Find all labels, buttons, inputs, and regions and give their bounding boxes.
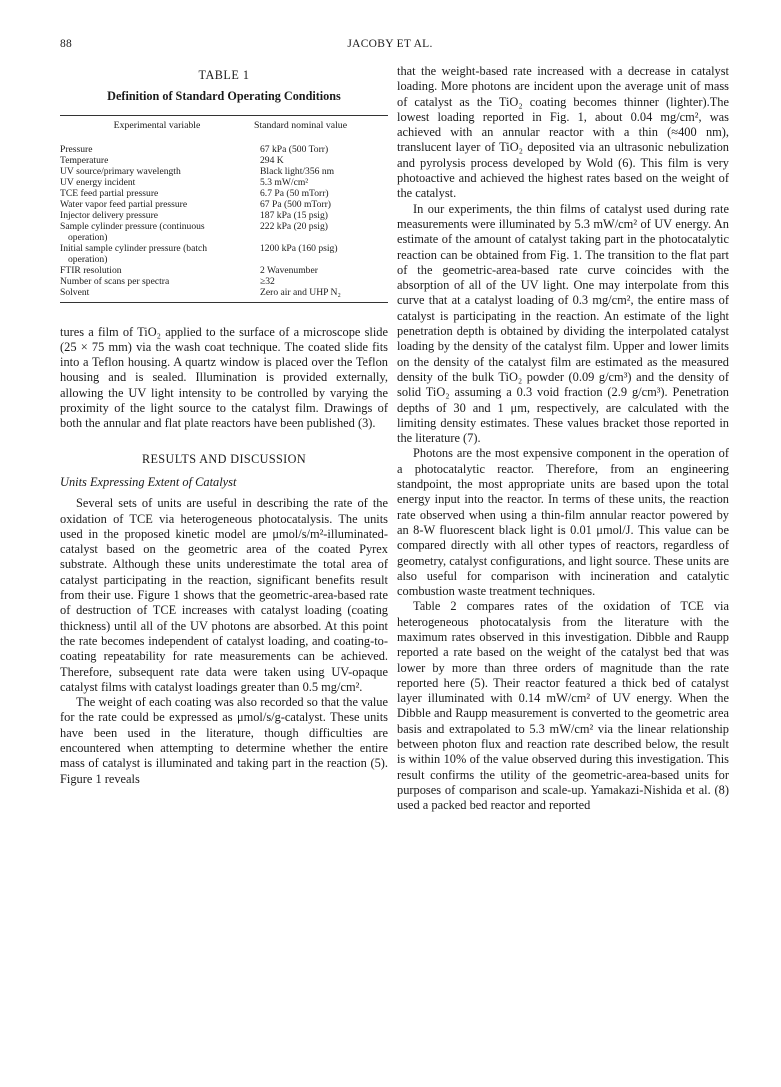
variable-text: Sample cylinder pressure (continuous: [60, 220, 205, 232]
cell-value: ≥32: [260, 275, 275, 287]
variable-text: UV source/primary wavelength: [60, 165, 181, 177]
variable-text: Temperature: [60, 154, 109, 166]
cell-variable: [60, 221, 254, 243]
table-row: [60, 276, 388, 287]
cell-value: 187 kPa (15 psig): [260, 209, 328, 221]
table-bottom-rule: [60, 302, 388, 303]
page-number: 88: [60, 38, 73, 50]
col-header-variable: Experimental variable: [113, 119, 201, 131]
right-para-2: Photons are the most expensive component in the operation of a photocatalytic reactor. Therefore, from an engineering standpoint, the most appropriate units are based upon the total energy input into the reactor. In terms of these units, the reaction rate observed when using a thin-film annular reactor powered by an 8-W fluorescent black light is 0.01 μmol/J. This value can be compared directly with all other types of reactors, regardless of geometry, catalyst configurations, and light source. These units are also useful for comparison with incineration and catalytic combustion waste treatment techniques.: [397, 446, 729, 599]
table-caption: Definition of Standard Operating Conditions: [107, 89, 341, 104]
cell-variable: [60, 188, 254, 199]
cell-value: Zero air and UHP N₂: [260, 286, 341, 298]
standard-conditions-table: [60, 116, 388, 298]
cell-variable: [60, 210, 254, 221]
cell-variable: [60, 134, 254, 155]
table-row: [60, 265, 388, 276]
variable-text: Solvent: [60, 286, 90, 298]
cell-value: 222 kPa (20 psig): [260, 220, 328, 232]
variable-text: Pressure: [60, 143, 93, 155]
table-row: [60, 199, 388, 210]
left-para-continued: tures a film of TiO₂ applied to the surface of a microscope slide (25 × 75 mm) via the wash coat technique. The coated slide fits into a Teflon housing. A quartz window is placed over the Teflon housing and is sealed. Illumination is provided externally, allowing the UV light intensity to be controlled by varying the proximity of the light source to the catalyst film. Drawings of both the annular and flat plate reactors have been published (3).: [60, 324, 388, 431]
table-header-row: [60, 116, 388, 134]
right-para-1: In our experiments, the thin films of catalyst used during rate measurements were illuminated by 5.3 mW/cm² of UV energy. An estimate of the amount of catalyst taking part in the photocatalytic reaction can be obtained from Fig. 1. The transition to the flat part of the geometric-area-based rate curve coincides with the absorption of all of the UV light. One may interpolate from this curve that at a catalyst loading of 0.3 mg/cm², the entire mass of catalyst is participating in the reaction. An estimate of the light penetration depth is obtained by dividing the interpolated catalyst loading by the density of the catalyst film. Upper and lower limits on the density of the catalyst film are estimated as the measured density of the bulk TiO₂ powder (0.09 g/cm³) and the density of solid TiO₂ assuming a 0.3 void fraction (2.9 g/cm³). Penetration depths of 30 and 1 μm, respectively, are calculated with the limiting density estimates. These values bracket those reported in the literature (7).: [397, 201, 729, 446]
left-para-2: The weight of each coating was also recorded so that the value for the rate could be expressed as μmol/s/g-catalyst. These units have been used in the literature, though difficulties are encountered when attempting to determine whether the entire mass of catalyst is illuminated and taking part in the reaction (5). Figure 1 reveals: [60, 695, 388, 786]
table-row: [60, 221, 388, 243]
col-header-value: Standard nominal value: [254, 119, 348, 131]
cell-variable: [60, 265, 254, 276]
cell-variable: [60, 199, 254, 210]
running-head: JACOBY ET AL.: [347, 38, 433, 50]
left-column: [60, 64, 388, 787]
variable-text: UV energy incident: [60, 176, 136, 188]
cell-value: 6.7 Pa (50 mTorr): [260, 187, 329, 199]
table-row: [60, 188, 388, 199]
variable-text: Injector delivery pressure: [60, 209, 159, 221]
cell-variable: [60, 166, 254, 177]
right-para-continued: that the weight-based rate increased with a decrease in catalyst loading. More photons are incident upon the average unit of mass of catalyst as the TiO₂ coating becomes thinner (lighter).The lowest loading reported in Fig. 1, about 0.04 mg/cm², was achieved with an annular reactor with a thin (≈400 nm), translucent layer of TiO₂ deposited via an ultrasonic nebulization and pyrolysis process developed by Wold (6). This film is very photoactive and achieved the highest rates based on the weight of the catalyst.: [397, 64, 729, 201]
variable-text: Water vapor feed partial pressure: [60, 198, 188, 210]
variable-text-continued: operation): [68, 253, 108, 265]
cell-value: Black light/356 nm: [260, 165, 335, 177]
table-row: [60, 243, 388, 265]
cell-variable: [60, 243, 254, 265]
variable-text: TCE feed partial pressure: [60, 187, 159, 199]
left-para-1: Several sets of units are useful in describing the rate of the oxidation of TCE via heterogeneous photocatalysis. The units used in the proposed kinetic model are μmol/s/m²-illuminated-catalyst based on the geometric area of the coated Pyrex substrate. Although these units underestimate the total area of catalyst participating in the reaction, significant benefits result from their use. Figure 1 shows that the geometric-area-based rate of destruction of TCE increases with catalyst loading (coating thickness) until all of the UV photons are absorbed. At this point the rate becomes independent of catalyst loading, and coating-to-coating repeatability for rate measurements can be achieved. Therefore, subsequent rate data were taken using UV-opaque catalyst films with catalyst loadings greater than 0.5 mg/cm².: [60, 496, 388, 694]
cell-variable: [60, 177, 254, 188]
table-row: [60, 210, 388, 221]
variable-text: FTIR resolution: [60, 264, 122, 276]
cell-value: 294 K: [260, 154, 284, 166]
variable-text: Initial sample cylinder pressure (batch: [60, 242, 208, 254]
page-header: [60, 38, 720, 56]
cell-value: 67 Pa (500 mTorr): [260, 198, 332, 210]
table-row: [60, 177, 388, 188]
table-row: [60, 134, 388, 155]
table-row: [60, 287, 388, 298]
variable-text: Number of scans per spectra: [60, 275, 170, 287]
cell-value: 1200 kPa (160 psig): [260, 242, 338, 254]
cell-variable: [60, 155, 254, 166]
table-number: TABLE 1: [198, 68, 250, 82]
variable-text-continued: operation): [68, 231, 108, 243]
section-heading: RESULTS AND DISCUSSION: [141, 451, 307, 466]
right-para-3: Table 2 compares rates of the oxidation of TCE via heterogeneous photocatalysis from the literature with the maximum rates observed in this investigation. Dibble and Raupp reported a rate based on the weight of the catalyst bed that was lower by more than three orders of magnitude than the rate reported here (5). Their reactor featured a thick bed of catalyst layer illuminated with 0.14 mW/cm² of UV energy. When the Dibble and Raupp measurement is converted to the geometric area basis and extrapolated to 5.3 mW/cm² via the linear relationship between photon flux and reaction rate described below, the result is within 10% of the value observed during this investigation. This result confirms the utility of the geometric-area-based units for purposes of comparison and scale-up. Yamakazi-Nishida et al. (8) used a packed bed reactor and reported: [397, 599, 729, 813]
subsection-heading: Units Expressing Extent of Catalyst: [60, 474, 237, 489]
cell-variable: [60, 287, 254, 298]
table-row: [60, 155, 388, 166]
cell-value: 67 kPa (500 Torr): [260, 143, 329, 155]
right-column: [397, 64, 729, 814]
cell-value: 2 Wavenumber: [260, 264, 318, 276]
cell-value: 5.3 mW/cm²: [260, 176, 309, 188]
cell-variable: [60, 276, 254, 287]
table-row: [60, 166, 388, 177]
